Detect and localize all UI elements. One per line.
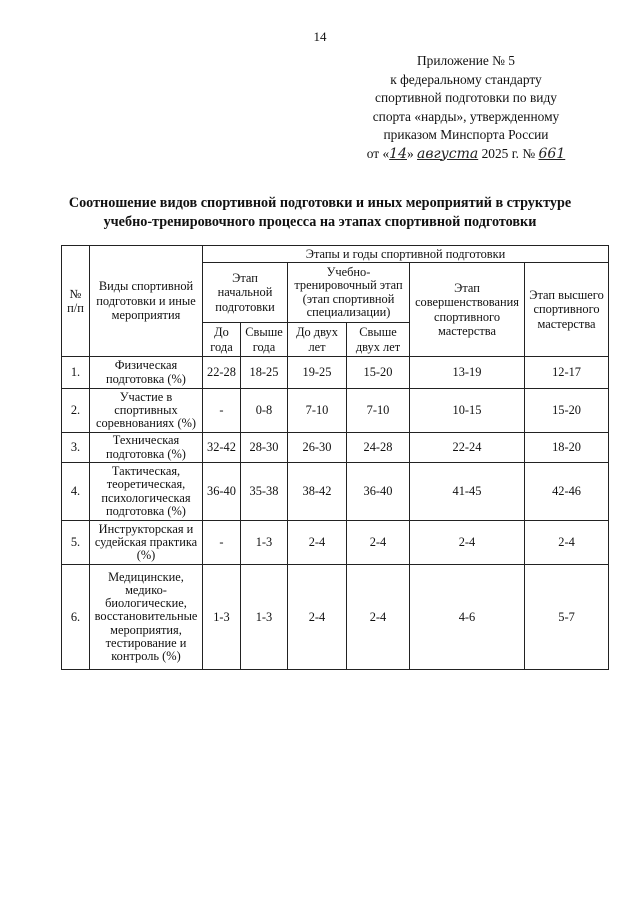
row-value: 10-15	[410, 389, 525, 433]
row-value: 1-3	[241, 521, 288, 565]
row-value: 38-42	[288, 463, 347, 521]
row-number: 6.	[62, 565, 90, 670]
row-name: Физическая подготовка (%)	[90, 357, 203, 389]
row-value: 12-17	[525, 357, 609, 389]
row-value: 19-25	[288, 357, 347, 389]
date-prefix: от «	[366, 145, 390, 161]
row-value: 42-46	[525, 463, 609, 521]
table-row	[62, 389, 609, 433]
appendix-block	[336, 52, 596, 163]
row-value: 22-28	[203, 357, 241, 389]
row-value: 28-30	[241, 433, 288, 463]
row-name: Тактическая, теоретическая, психологическая подготовка (%)	[90, 463, 203, 521]
row-value: 36-40	[203, 463, 241, 521]
date-month: августа	[417, 145, 479, 162]
title-line: Соотношение видов спортивной подготовки и иных мероприятий в структуре	[68, 195, 572, 211]
row-value: -	[203, 521, 241, 565]
order-date-line	[336, 145, 596, 164]
row-value: 36-40	[347, 463, 410, 521]
row-value: 2-4	[410, 521, 525, 565]
row-number: 4.	[62, 463, 90, 521]
table-row	[62, 433, 609, 463]
row-value: 18-20	[525, 433, 609, 463]
header-stage-highest: Этап высшего спортивного мастерства	[525, 263, 609, 357]
table-row	[62, 463, 609, 521]
row-value: 13-19	[410, 357, 525, 389]
appendix-line: спортивной подготовки по виду	[375, 90, 557, 105]
date-mid: »	[406, 145, 414, 161]
row-value: 35-38	[241, 463, 288, 521]
row-value: 2-4	[288, 521, 347, 565]
row-value: 15-20	[347, 357, 410, 389]
appendix-line: приказом Минспорта России	[383, 127, 549, 142]
row-value: 7-10	[347, 389, 410, 433]
table-row	[62, 521, 609, 565]
row-value: 32-42	[203, 433, 241, 463]
row-value: 15-20	[525, 389, 609, 433]
title-line: учебно-тренировочного процесса на этапах спортивной подготовки	[103, 214, 537, 230]
row-value: 0-8	[241, 389, 288, 433]
row-value: -	[203, 389, 241, 433]
order-number: 661	[538, 145, 566, 162]
document-title	[0, 194, 640, 232]
row-value: 1-3	[203, 565, 241, 670]
row-name: Техническая подготовка (%)	[90, 433, 203, 463]
row-number: 3.	[62, 433, 90, 463]
page-number: 14	[313, 29, 327, 44]
row-number: 5.	[62, 521, 90, 565]
header-stage-improvement: Этап совершенствования спортивного мастерства	[410, 263, 525, 357]
subheader-initial-1: До года	[203, 323, 241, 357]
row-value: 2-4	[525, 521, 609, 565]
appendix-line: Приложение № 5	[416, 53, 516, 68]
row-value: 26-30	[288, 433, 347, 463]
row-value: 22-24	[410, 433, 525, 463]
header-stage-initial: Этап начальной подготовки	[203, 263, 288, 323]
subheader-initial-2: Свыше года	[241, 323, 288, 357]
row-value: 2-4	[288, 565, 347, 670]
row-name: Участие в спортивных соревнованиях (%)	[90, 389, 203, 433]
row-name: Медицинские, медико-биологические, восстановительные мероприятия, тестирование и контроль (%)	[90, 565, 203, 670]
row-value: 7-10	[288, 389, 347, 433]
row-value: 2-4	[347, 521, 410, 565]
row-number: 1.	[62, 357, 90, 389]
row-value: 41-45	[410, 463, 525, 521]
ratio-table	[61, 245, 609, 670]
row-value: 4-6	[410, 565, 525, 670]
subheader-training-1: До двух лет	[288, 323, 347, 357]
table-row	[62, 357, 609, 389]
header-stage-training: Учебно-тренировочный этап (этап спортивной специализации)	[288, 263, 410, 323]
row-value: 1-3	[241, 565, 288, 670]
row-value: 5-7	[525, 565, 609, 670]
appendix-line: спорта «нарды», утвержденному	[372, 108, 560, 124]
table-row	[62, 565, 609, 670]
date-year: 2025 г. №	[481, 145, 536, 161]
date-day: 14	[389, 145, 407, 162]
header-num: № п/п	[62, 246, 90, 357]
row-name: Инструкторская и судейская практика (%)	[90, 521, 203, 565]
header-stages: Этапы и годы спортивной подготовки	[203, 246, 609, 263]
row-value: 2-4	[347, 565, 410, 670]
row-number: 2.	[62, 389, 90, 433]
subheader-training-2: Свыше двух лет	[347, 323, 410, 357]
row-value: 18-25	[241, 357, 288, 389]
header-kinds: Виды спортивной подготовки и иные мероприятия	[90, 246, 203, 357]
row-value: 24-28	[347, 433, 410, 463]
appendix-line: к федеральному стандарту	[390, 71, 542, 87]
